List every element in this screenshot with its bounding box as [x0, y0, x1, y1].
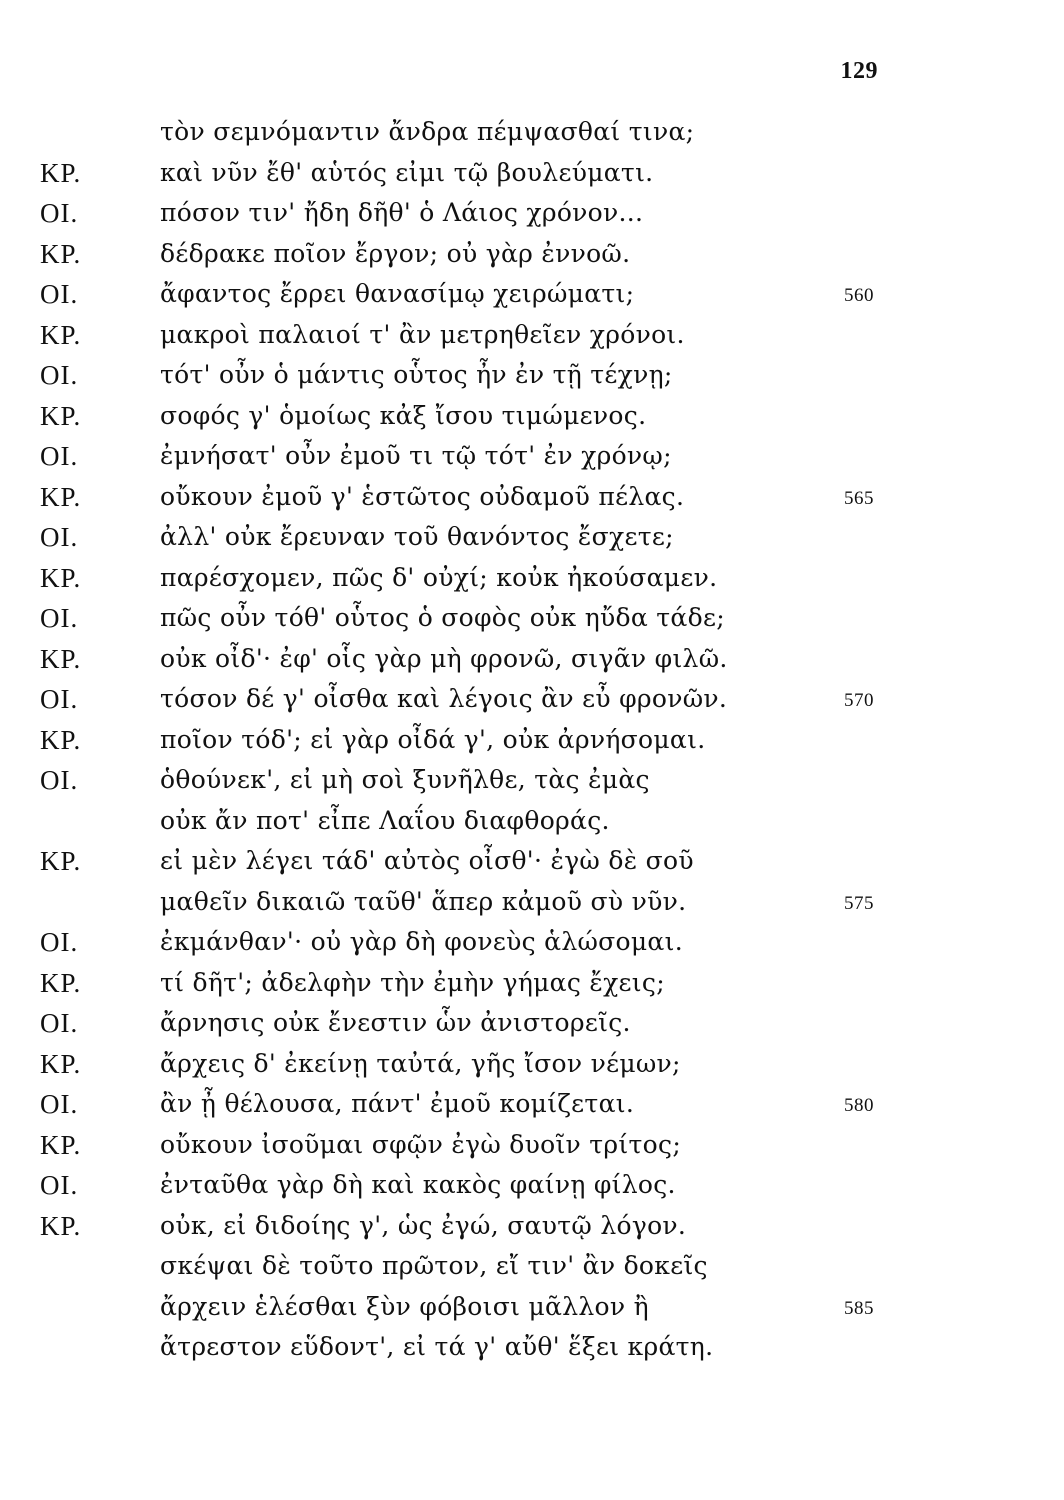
verse-text: πόσον τιν' ἤδη δῆθ' ὁ Λάιος χρόνον... — [160, 198, 644, 227]
verse-line — [0, 639, 1064, 680]
speaker-label: ΚΡ. — [40, 1048, 82, 1079]
verse-text: οὐκ οἶδ'· ἐφ' οἷς γὰρ μὴ φρονῶ, σιγᾶν φιλῶ. — [160, 643, 728, 673]
speaker-label: ΚΡ. — [40, 400, 82, 431]
speaker-label: ΚΡ. — [40, 1210, 82, 1241]
verse-line — [0, 274, 1064, 315]
verse-text: οὔκουν ἐμοῦ γ' ἑστῶτος οὐδαμοῦ πέλας. — [160, 481, 685, 511]
speaker-label: ΟΙ. — [40, 441, 79, 471]
speaker-label: ΟΙ. — [40, 1089, 79, 1119]
speaker-label: ΟΙ. — [40, 279, 79, 309]
verse-line — [0, 760, 1064, 801]
line-number: 560 — [844, 285, 874, 306]
verse-text: οὔκουν ἰσοῦμαι σφῷν ἐγὼ δυοῖν τρίτος; — [160, 1129, 682, 1159]
verse-line — [0, 355, 1064, 396]
verse-text: ἄρνησις οὐκ ἔνεστιν ὧν ἀνιστορεῖς. — [160, 1008, 631, 1037]
speaker-label: ΟΙ. — [40, 360, 79, 390]
verse-line — [0, 517, 1064, 558]
verse-text: τόσον δέ γ' οἶσθα καὶ λέγοις ἂν εὖ φρονῶν. — [160, 684, 728, 713]
line-number: 585 — [844, 1297, 874, 1319]
line-number: 565 — [844, 487, 874, 509]
verse-line — [0, 963, 1064, 1004]
speaker-label: ΚΡ. — [40, 643, 82, 674]
line-number: 570 — [844, 690, 874, 711]
speaker-label: ΟΙ. — [40, 603, 79, 633]
line-number: 575 — [844, 892, 874, 914]
speaker-label: ΚΡ. — [40, 319, 82, 350]
verse-line — [0, 1044, 1064, 1085]
speaker-label: ΚΡ. — [40, 846, 82, 876]
speaker-label: ΟΙ. — [40, 522, 79, 552]
verse-line — [0, 841, 1064, 882]
verse-text: τὸν σεμνόμαντιν ἄνδρα πέμψασθαί τινα; — [160, 117, 695, 146]
speaker-label: ΚΡ. — [40, 481, 82, 512]
verse-text: ἐνταῦθα γὰρ δὴ καὶ κακὸς φαίνῃ φίλος. — [160, 1170, 676, 1199]
verse-text: παρέσχομεν, πῶς δ' οὐχί; κοὐκ ἠκούσαμεν. — [160, 562, 718, 592]
verse-list — [0, 112, 1064, 1368]
page-number: 129 — [840, 58, 878, 84]
verse-line — [0, 153, 1064, 194]
verse-line — [0, 234, 1064, 275]
verse-line — [0, 882, 1064, 923]
verse-line — [0, 436, 1064, 477]
verse-line — [0, 1125, 1064, 1166]
speaker-label: ΟΙ. — [40, 1170, 79, 1200]
verse-text: ἄρχεις δ' ἐκείνῃ ταὐτά, γῆς ἴσον νέμων; — [160, 1048, 681, 1078]
verse-line — [0, 801, 1064, 842]
verse-line — [0, 558, 1064, 599]
verse-line — [0, 1287, 1064, 1328]
verse-text: ἄφαντος ἔρρει θανασίμῳ χειρώματι; — [160, 279, 635, 308]
verse-text: πῶς οὖν τόθ' οὗτος ὁ σοφὸς οὐκ ηὔδα τάδε; — [160, 603, 725, 632]
verse-line — [0, 679, 1064, 720]
speaker-label: ΚΡ. — [40, 157, 82, 188]
verse-line — [0, 720, 1064, 761]
verse-line — [0, 1165, 1064, 1206]
verse-line — [0, 477, 1064, 518]
verse-text: ἐμνήσατ' οὖν ἐμοῦ τι τῷ τότ' ἐν χρόνῳ; — [160, 441, 672, 470]
verse-line — [0, 598, 1064, 639]
speaker-label: ΚΡ. — [40, 724, 82, 755]
verse-text: μαθεῖν δικαιῶ ταῦθ' ἅπερ κἀμοῦ σὺ νῦν. — [160, 886, 687, 916]
verse-text: εἰ μὲν λέγει τάδ' αὐτὸς οἶσθ'· ἐγὼ δὲ σοῦ — [160, 846, 694, 875]
verse-text: ἄτρεστον εὕδοντ', εἰ τά γ' αὔθ' ἕξει κράτη. — [160, 1332, 714, 1361]
verse-text: σοφός γ' ὁμοίως κἀξ ἴσου τιμώμενος. — [160, 400, 647, 430]
speaker-label: ΚΡ. — [40, 562, 82, 593]
verse-text: ὁθούνεκ', εἰ μὴ σοὶ ξυνῆλθε, τὰς ἐμὰς — [160, 765, 650, 794]
verse-text: οὐκ ἄν ποτ' εἶπε Λαΐου διαφθοράς. — [160, 805, 610, 835]
verse-text: καὶ νῦν ἔθ' αὑτός εἰμι τῷ βουλεύματι. — [160, 157, 654, 187]
verse-text: μακροὶ παλαιοί τ' ἂν μετρηθεῖεν χρόνοι. — [160, 319, 685, 349]
verse-text: ποῖον τόδ'; εἰ γὰρ οἶδά γ', οὐκ ἀρνήσομαι. — [160, 724, 706, 754]
verse-line — [0, 396, 1064, 437]
verse-text: οὐκ, εἰ διδοίης γ', ὡς ἐγώ, σαυτῷ λόγον. — [160, 1210, 687, 1240]
verse-text: ἀλλ' οὐκ ἔρευναν τοῦ θανόντος ἔσχετε; — [160, 522, 674, 551]
verse-line — [0, 193, 1064, 234]
verse-text: ἂν ᾖ θέλουσα, πάντ' ἐμοῦ κομίζεται. — [160, 1089, 635, 1118]
speaker-label: ΟΙ. — [40, 1008, 79, 1038]
verse-line — [0, 112, 1064, 153]
verse-line — [0, 1003, 1064, 1044]
speaker-label: ΟΙ. — [40, 765, 79, 795]
verse-text: τότ' οὖν ὁ μάντις οὗτος ἦν ἐν τῇ τέχνῃ; — [160, 360, 673, 389]
speaker-label: ΟΙ. — [40, 927, 79, 957]
speaker-label: ΟΙ. — [40, 684, 79, 714]
verse-line — [0, 1084, 1064, 1125]
verse-line — [0, 922, 1064, 963]
line-number: 580 — [844, 1095, 874, 1116]
speaker-label: ΟΙ. — [40, 198, 79, 228]
verse-text: τί δῆτ'; ἀδελφὴν τὴν ἐμὴν γήμας ἔχεις; — [160, 967, 665, 997]
verse-text: ἄρχειν ἑλέσθαι ξὺν φόβοισι μᾶλλον ἢ — [160, 1291, 649, 1321]
verse-line — [0, 1206, 1064, 1247]
speaker-label: ΚΡ. — [40, 1129, 82, 1160]
verse-text: ἐκμάνθαν'· οὐ γὰρ δὴ φονεὺς ἁλώσομαι. — [160, 927, 683, 956]
verse-text: δέδρακε ποῖον ἔργον; οὐ γὰρ ἐννοῶ. — [160, 238, 631, 268]
speaker-label: ΚΡ. — [40, 967, 82, 998]
verse-text: σκέψαι δὲ τοῦτο πρῶτον, εἴ τιν' ἂν δοκεῖς — [160, 1251, 708, 1280]
speaker-label: ΚΡ. — [40, 238, 82, 269]
verse-line — [0, 1246, 1064, 1287]
verse-line — [0, 1327, 1064, 1368]
verse-line — [0, 315, 1064, 356]
